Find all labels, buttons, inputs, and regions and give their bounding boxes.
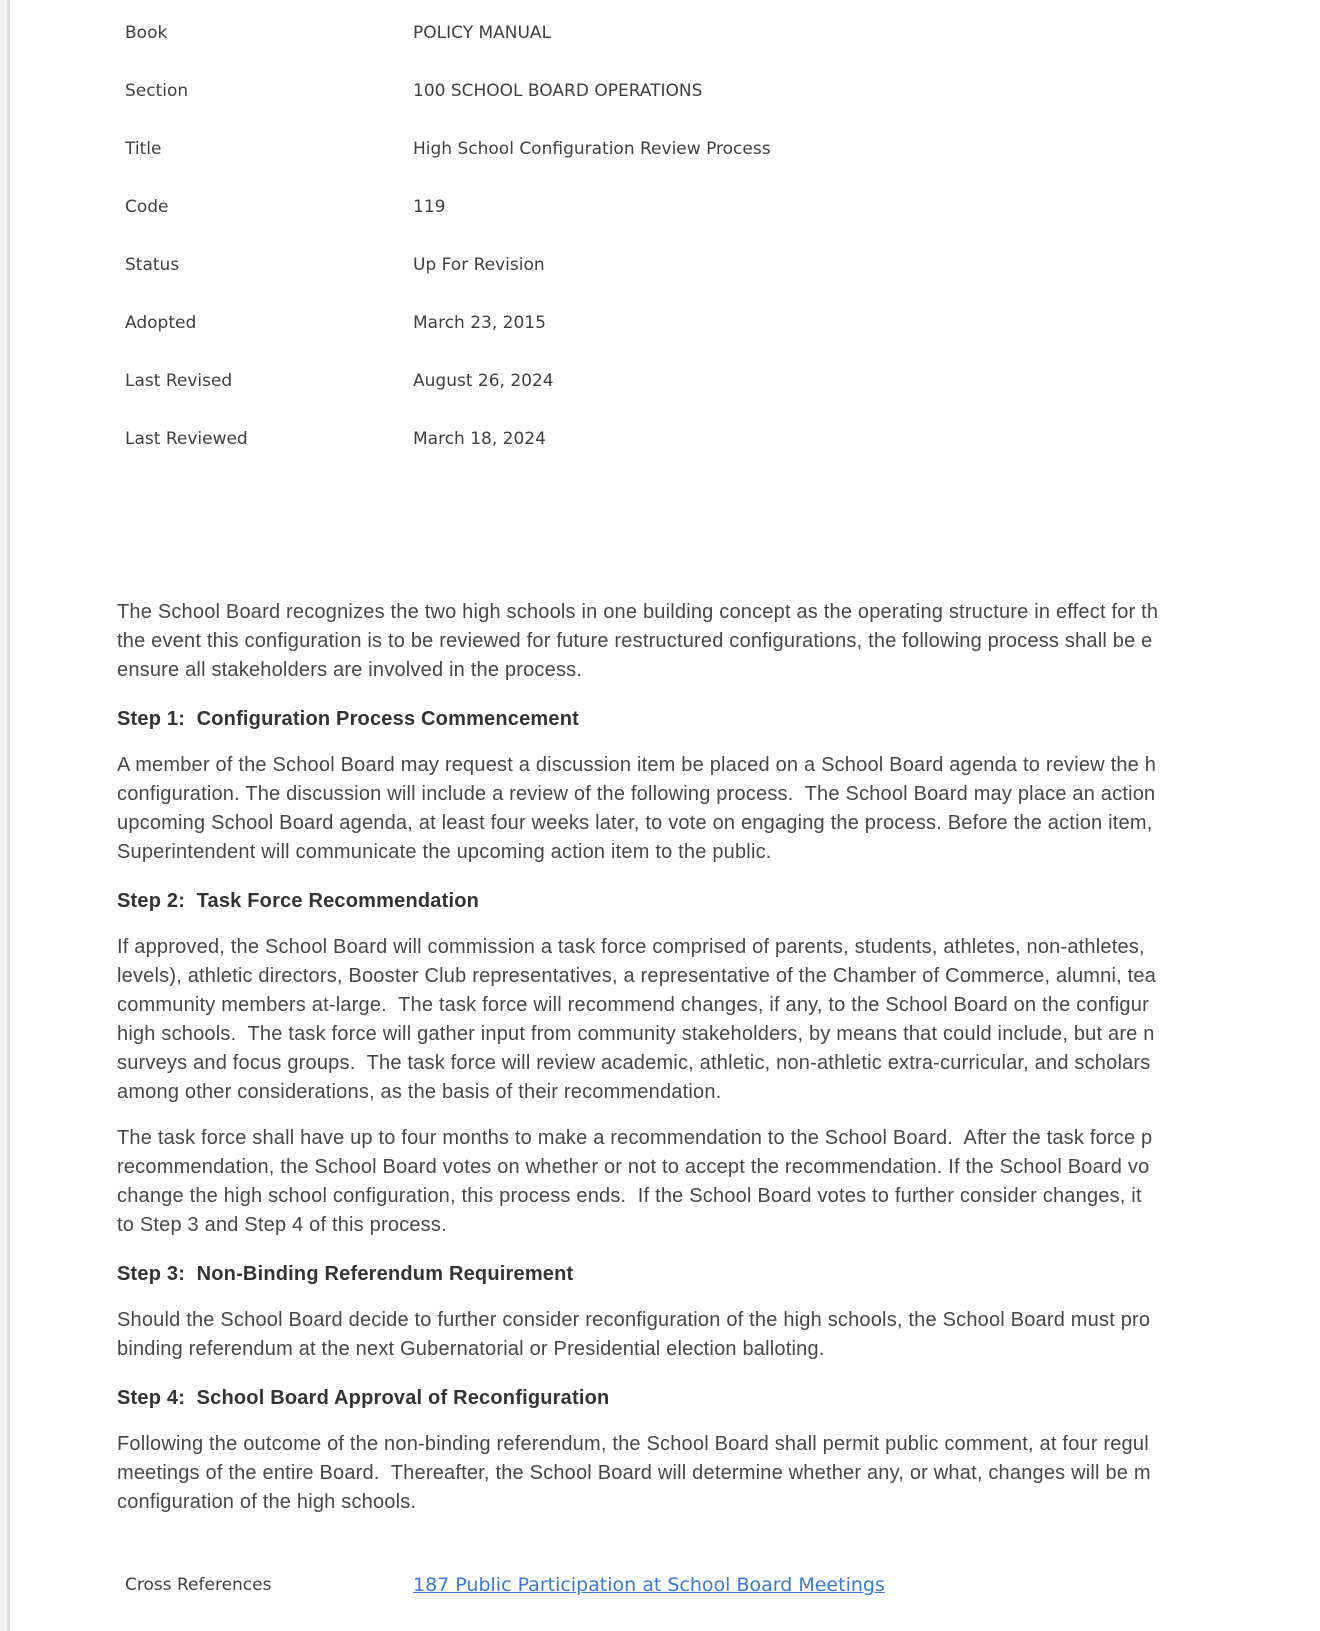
policy-text-line: levels), athletic directors, Booster Club representatives, a representative of the Chamber of Commerce, alumni, tea <box>117 965 1157 987</box>
step3-heading: Step 3: Non-Binding Referendum Requirement <box>117 1263 574 1285</box>
policy-text-line: recommendation, the School Board votes on whether or not to accept the recommendation. If the School Board vo <box>117 1156 1150 1178</box>
policy-text-line: If approved, the School Board will commission a task force comprised of parents, students, athletes, non-athletes, <box>117 936 1145 958</box>
intro-paragraph <box>117 598 1320 685</box>
policy-text-line: configuration of the high schools. <box>117 1491 417 1513</box>
meta-value: 100 SCHOOL BOARD OPERATIONS <box>413 81 703 101</box>
meta-row-book <box>125 22 1320 44</box>
policy-meta-table <box>0 0 1320 450</box>
cross-references-label: Cross References <box>125 1575 272 1595</box>
policy-text-line: meetings of the entire Board. Thereafter, the School Board will determine whether any, or what, changes will be m <box>117 1462 1151 1484</box>
step2-paragraph-1 <box>117 933 1320 1107</box>
meta-row-section <box>125 80 1320 102</box>
policy-text-line: change the high school configuration, this process ends. If the School Board votes to further consider changes, it <box>117 1185 1142 1207</box>
meta-value: POLICY MANUAL <box>413 23 552 43</box>
meta-row-title <box>125 138 1320 160</box>
step4-paragraph <box>117 1430 1320 1517</box>
policy-text-line: ensure all stakeholders are involved in the process. <box>117 659 583 681</box>
meta-row-adopted <box>125 312 1320 334</box>
meta-label: Code <box>125 197 169 217</box>
meta-label: Adopted <box>125 313 197 333</box>
step1-paragraph <box>117 751 1320 867</box>
policy-text-line: binding referendum at the next Gubernatorial or Presidential election balloting. <box>117 1338 825 1360</box>
step2-paragraph-2 <box>117 1124 1320 1240</box>
policy-text-line: the event this configuration is to be reviewed for future restructured configurations, the following process shall be e <box>117 630 1153 652</box>
meta-value: High School Configuration Review Process <box>413 139 771 159</box>
policy-text-line: Should the School Board decide to further consider reconfiguration of the high schools, the School Board must pro <box>117 1309 1151 1331</box>
meta-label: Last Revised <box>125 371 233 391</box>
meta-value: August 26, 2024 <box>413 371 554 391</box>
meta-value: March 18, 2024 <box>413 429 546 449</box>
step2-heading: Step 2: Task Force Recommendation <box>117 890 480 912</box>
policy-text-line: Superintendent will communicate the upcoming action item to the public. <box>117 841 772 863</box>
meta-value: 119 <box>413 197 446 217</box>
policy-body-text <box>0 486 1320 1517</box>
meta-row-status <box>125 254 1320 276</box>
meta-label: Section <box>125 81 189 101</box>
policy-text-line: among other considerations, as the basis of their recommendation. <box>117 1081 722 1103</box>
policy-text-line: community members at-large. The task force will recommend changes, if any, to the School Board on the configur <box>117 994 1149 1016</box>
step1-heading: Step 1: Configuration Process Commencement <box>117 708 580 730</box>
meta-label: Status <box>125 255 180 275</box>
cross-reference-link[interactable]: 187 Public Participation at School Board Meetings <box>413 1574 885 1596</box>
meta-label: Book <box>125 23 168 43</box>
panel-left-border <box>0 0 10 1631</box>
cross-references-row <box>0 1573 1320 1597</box>
step3-paragraph <box>117 1306 1320 1364</box>
status-value: Up For Revision <box>413 255 545 275</box>
policy-text-line: surveys and focus groups. The task force will review academic, athletic, non-athletic extra-curricular, and scholars <box>117 1052 1151 1074</box>
meta-row-last-revised <box>125 370 1320 392</box>
step4-heading: Step 4: School Board Approval of Reconfiguration <box>117 1387 610 1409</box>
meta-label: Last Reviewed <box>125 429 248 449</box>
policy-text-line: The School Board recognizes the two high schools in one building concept as the operating structure in effect for th <box>117 601 1159 623</box>
meta-value: March 23, 2015 <box>413 313 546 333</box>
policy-text-line: A member of the School Board may request a discussion item be placed on a School Board agenda to review the h <box>117 754 1157 776</box>
policy-text-line: Following the outcome of the non-binding referendum, the School Board shall permit public comment, at four regul <box>117 1433 1149 1455</box>
policy-text-line: to Step 3 and Step 4 of this process. <box>117 1214 447 1236</box>
policy-text-line: The task force shall have up to four months to make a recommendation to the School Board. After the task force p <box>117 1127 1153 1149</box>
meta-row-last-reviewed <box>125 428 1320 450</box>
policy-text-line: configuration. The discussion will include a review of the following process. The School Board may place an action <box>117 783 1156 805</box>
policy-text-line: upcoming School Board agenda, at least four weeks later, to vote on engaging the process. Before the action item, <box>117 812 1153 834</box>
meta-label: Title <box>125 139 162 159</box>
meta-row-code <box>125 196 1320 218</box>
policy-text-line: high schools. The task force will gather input from community stakeholders, by means that could include, but are n <box>117 1023 1155 1045</box>
